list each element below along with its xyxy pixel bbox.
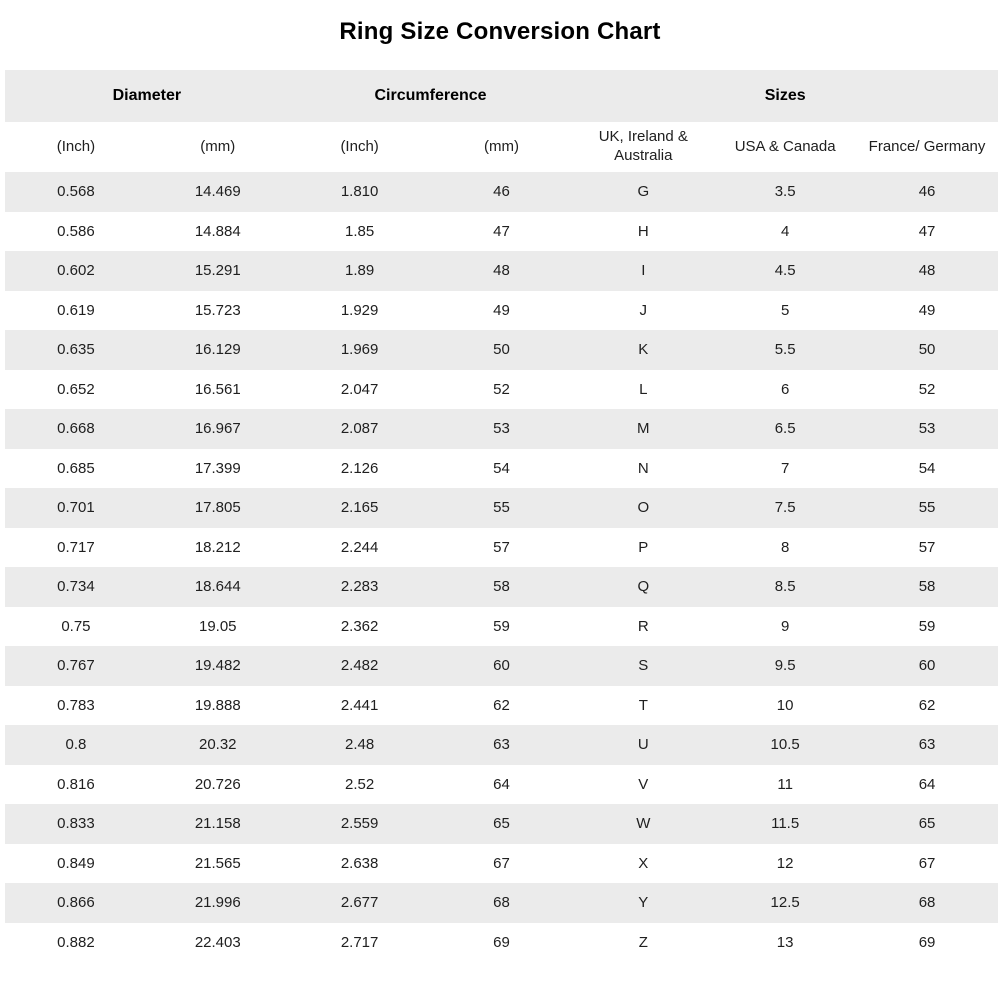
table-cell: 2.283 (340, 578, 379, 596)
group-header-diameter: Diameter (5, 70, 289, 122)
table-cell: 63 (493, 736, 510, 754)
table-row (5, 646, 998, 686)
table-cell: 54 (918, 459, 936, 477)
table-row (5, 567, 998, 607)
table-cell: L (639, 380, 648, 398)
table-cell: 63 (918, 736, 936, 754)
table-cell: M (637, 420, 650, 438)
table-cell: 0.685 (57, 459, 95, 477)
table-row (5, 883, 998, 923)
table-cell: 13 (776, 933, 794, 951)
table-row (5, 449, 998, 489)
group-header-row (5, 70, 998, 122)
table-row (5, 528, 998, 568)
table-cell: 2.717 (340, 933, 379, 951)
table-cell: 47 (493, 222, 510, 240)
table-cell: 3.5 (774, 183, 796, 201)
table-cell: X (638, 854, 649, 872)
table-cell: 65 (493, 815, 510, 833)
table-cell: N (637, 459, 649, 477)
table-cell: 57 (493, 538, 510, 556)
table-cell: 62 (918, 696, 936, 714)
column-header-usa-canada: USA & Canada (714, 122, 856, 172)
table-cell: 15.291 (194, 262, 241, 280)
table-row (5, 172, 998, 212)
table-cell: 2.677 (340, 894, 379, 912)
table-cell: 18.212 (194, 538, 241, 556)
column-header-diameter-inch: (Inch) (5, 122, 147, 172)
table-cell: 16.129 (194, 341, 241, 359)
column-header-diameter-mm: (mm) (147, 122, 289, 172)
column-header-circumference-inch: (Inch) (289, 122, 431, 172)
table-cell: 2.244 (340, 538, 379, 556)
table-cell: 0.849 (57, 854, 95, 872)
table-cell: 53 (493, 420, 510, 438)
table-cell: 62 (493, 696, 510, 714)
table-cell: 64 (918, 775, 936, 793)
table-cell: 53 (918, 420, 936, 438)
table-cell: 69 (493, 933, 510, 951)
table-cell: W (636, 815, 651, 833)
table-cell: 0.586 (57, 222, 95, 240)
table-cell: J (639, 301, 648, 319)
table-cell: 1.810 (340, 183, 379, 201)
table-cell: T (638, 696, 648, 714)
table-row (5, 330, 998, 370)
table-cell: 67 (493, 854, 510, 872)
table-cell: 59 (493, 617, 510, 635)
table-cell: 58 (493, 578, 510, 596)
table-cell: 6 (780, 380, 790, 398)
table-cell: 0.668 (57, 420, 95, 438)
table-cell: 14.884 (194, 222, 241, 240)
table-cell: 19.482 (194, 657, 241, 675)
table-cell: 48 (493, 262, 510, 280)
table-cell: 11.5 (771, 815, 800, 833)
table-cell: 12.5 (770, 894, 800, 912)
table-cell: 8.5 (774, 578, 796, 596)
table-cell: 57 (918, 538, 936, 556)
table-cell: R (637, 617, 649, 635)
table-cell: 52 (918, 380, 936, 398)
table-cell: 0.701 (57, 499, 95, 517)
table-cell: 58 (918, 578, 936, 596)
group-header-circumference: Circumference (289, 70, 573, 122)
table-cell: 0.635 (57, 341, 95, 359)
table-cell: 21.565 (194, 854, 241, 872)
table-cell: 50 (493, 341, 510, 359)
table-row (5, 251, 998, 291)
table-cell: G (637, 183, 650, 201)
table-cell: 2.047 (340, 380, 379, 398)
table-cell: 0.568 (57, 183, 95, 201)
table-cell: 4.5 (774, 262, 796, 280)
table-cell: 9.5 (774, 657, 796, 675)
table-row (5, 607, 998, 647)
table-row (5, 725, 998, 765)
table-cell: 48 (918, 262, 936, 280)
table-cell: 15.723 (194, 301, 241, 319)
table-cell: 8 (780, 538, 790, 556)
table-body (5, 172, 998, 962)
table-row (5, 488, 998, 528)
table-cell: 19.05 (198, 617, 237, 635)
table-cell: 67 (918, 854, 936, 872)
column-header-circumference-mm: (mm) (431, 122, 573, 172)
table-cell: 1.929 (340, 301, 379, 319)
table-cell: 2.362 (340, 617, 379, 635)
table-cell: 1.85 (345, 222, 375, 240)
table-cell: I (641, 262, 646, 280)
table-cell: 2.559 (340, 815, 379, 833)
table-cell: 14.469 (194, 183, 241, 201)
table-cell: 1.89 (345, 262, 375, 280)
table-cell: 2.52 (345, 775, 375, 793)
group-header-sizes: Sizes (572, 70, 998, 122)
table-cell: 19.888 (194, 696, 241, 714)
table-cell: 2.638 (340, 854, 379, 872)
table-cell: 0.816 (57, 775, 95, 793)
table-cell: 52 (493, 380, 510, 398)
table-cell: 10.5 (770, 736, 800, 754)
table-cell: 2.087 (340, 420, 379, 438)
table-cell: S (638, 657, 649, 675)
table-cell: 46 (918, 183, 936, 201)
table-cell: 21.158 (194, 815, 241, 833)
table-cell: 49 (918, 301, 936, 319)
table-cell: 55 (918, 499, 936, 517)
table-cell: 0.866 (57, 894, 95, 912)
table-cell: 5.5 (774, 341, 796, 359)
table-row (5, 686, 998, 726)
table-cell: 17.399 (194, 459, 241, 477)
table-cell: 22.403 (194, 933, 241, 951)
table-cell: 46 (493, 183, 510, 201)
table-cell: 2.165 (340, 499, 379, 517)
table-cell: 60 (493, 657, 510, 675)
table-row (5, 765, 998, 805)
table-cell: 11 (777, 775, 793, 793)
table-cell: 2.126 (340, 459, 379, 477)
table-cell: O (637, 499, 650, 517)
table-cell: 6.5 (774, 420, 796, 438)
table-cell: V (638, 775, 649, 793)
table-cell: 64 (493, 775, 510, 793)
table-cell: 0.882 (57, 933, 95, 951)
table-cell: 60 (918, 657, 936, 675)
table-cell: 20.32 (198, 736, 237, 754)
table-cell: 0.783 (57, 696, 95, 714)
page-title: Ring Size Conversion Chart (339, 18, 661, 45)
table-cell: 55 (493, 499, 510, 517)
table-cell: 17.805 (194, 499, 241, 517)
table-row (5, 212, 998, 252)
table-cell: 5 (780, 301, 790, 319)
table-row (5, 409, 998, 449)
table-row (5, 291, 998, 331)
table-cell: K (638, 341, 649, 359)
table-cell: 2.48 (345, 736, 375, 754)
table-row (5, 370, 998, 410)
column-header-france-germany: France/ Germany (856, 122, 998, 172)
table-row (5, 804, 998, 844)
table-cell: 50 (918, 341, 936, 359)
table-cell: 16.561 (194, 380, 241, 398)
table-cell: H (637, 222, 649, 240)
table-cell: 0.652 (57, 380, 95, 398)
table-cell: 0.734 (57, 578, 95, 596)
table-cell: 20.726 (194, 775, 241, 793)
table-cell: 68 (918, 894, 936, 912)
table-cell: 1.969 (340, 341, 379, 359)
table-cell: U (637, 736, 649, 754)
table-cell: 69 (918, 933, 936, 951)
table-cell: 47 (918, 222, 936, 240)
table-cell: 54 (493, 459, 510, 477)
table-cell: 0.717 (57, 538, 95, 556)
table-cell: P (638, 538, 649, 556)
table-cell: 18.644 (194, 578, 241, 596)
table-row (5, 923, 998, 963)
table-cell: 65 (918, 815, 936, 833)
column-header-uk-ireland-australia: UK, Ireland & Australia (572, 122, 714, 172)
table-cell: 68 (493, 894, 510, 912)
table-cell: Q (637, 578, 650, 596)
ring-size-table (5, 70, 998, 962)
table-cell: 7 (780, 459, 790, 477)
table-cell: 16.967 (194, 420, 241, 438)
table-cell: 7.5 (774, 499, 796, 517)
table-cell: 12 (776, 854, 794, 872)
table-cell: 0.619 (57, 301, 95, 319)
table-cell: 0.833 (57, 815, 95, 833)
table-cell: 59 (918, 617, 936, 635)
column-header-row (5, 122, 998, 172)
table-cell: 0.767 (57, 657, 95, 675)
table-cell: Y (638, 894, 649, 912)
table-cell: 2.441 (340, 696, 379, 714)
table-cell: 2.482 (340, 657, 379, 675)
table-cell: 21.996 (194, 894, 241, 912)
table-cell: 10 (776, 696, 794, 714)
table-cell: 49 (493, 301, 510, 319)
table-cell: 0.602 (57, 262, 95, 280)
table-cell: 4 (780, 222, 790, 240)
table-cell: 0.8 (65, 736, 87, 754)
table-row (5, 844, 998, 884)
table-cell: Z (638, 933, 648, 951)
table-cell: 0.75 (61, 617, 91, 635)
table-cell: 9 (780, 617, 790, 635)
